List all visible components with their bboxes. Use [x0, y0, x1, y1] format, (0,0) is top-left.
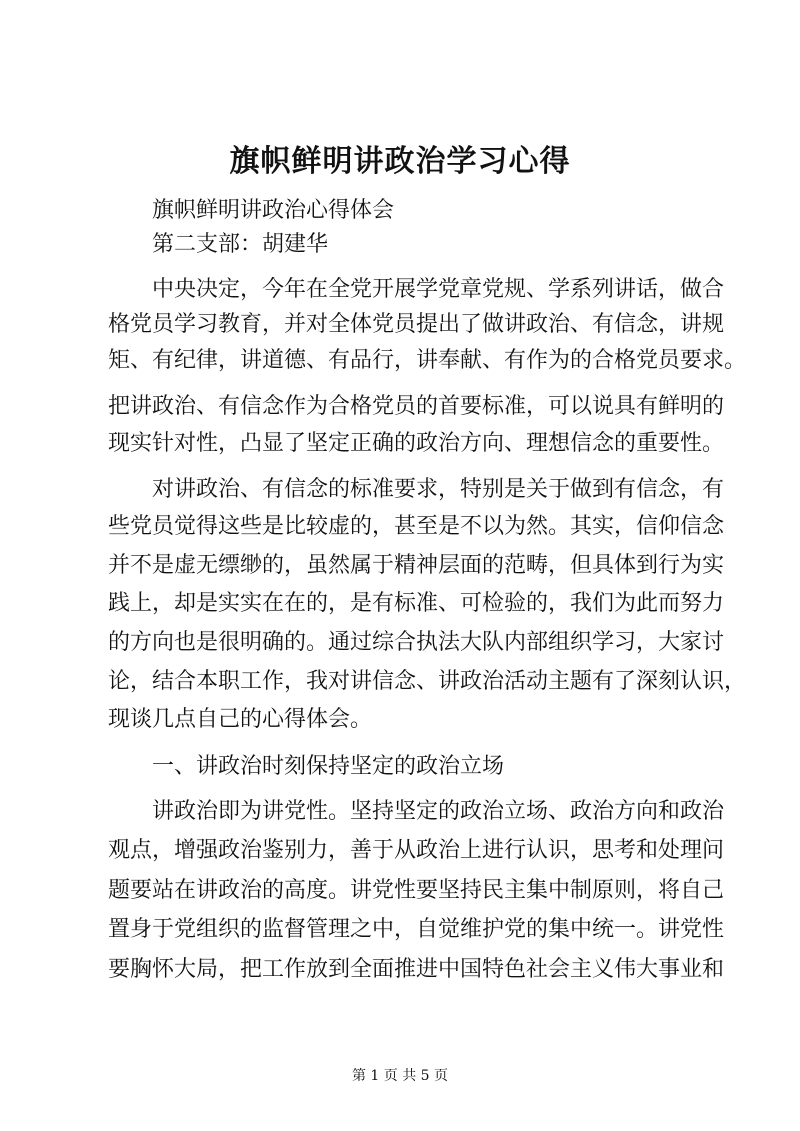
- paragraph-line: 些党员觉得这些是比较虚的，甚至是不以为然。其实，信仰信念: [108, 514, 725, 539]
- paragraph-line: 题要站在讲政治的高度。讲党性要坚持民主集中制原则，将自己: [108, 878, 725, 903]
- paragraph-line: 中央决定，今年在全党开展学党章党规、学系列讲话，做合: [152, 277, 725, 302]
- subtitle-line: 旗帜鲜明讲政治心得体会: [152, 198, 395, 223]
- page-footer: 第 1 页 共 5 页: [351, 1068, 449, 1084]
- paragraph-line: 要胸怀大局，把工作放到全面推进中国特色社会主义伟大事业和: [108, 957, 725, 982]
- paragraph-line: 矩、有纪律，讲道德、有品行，讲奉献、有作为的合格党员要求。: [108, 348, 747, 373]
- paragraph-line: 对讲政治、有信念的标准要求，特别是关于做到有信念，有: [152, 477, 725, 502]
- paragraph-line: 观点，增强政治鉴别力，善于从政治上进行认识，思考和处理问: [108, 838, 725, 863]
- paragraph-line: 践上，却是实实在在的，是有标准、可检验的，我们为此而努力: [108, 591, 725, 616]
- document-title: 旗帜鲜明讲政治学习心得: [229, 144, 571, 179]
- section-heading: 一、讲政治时刻保持坚定的政治立场: [152, 754, 505, 779]
- paragraph-line: 并不是虚无缥缈的，虽然属于精神层面的范畴，但具体到行为实: [108, 553, 725, 578]
- paragraph-line: 置身于党组织的监督管理之中，自觉维护党的集中统一。讲党性: [108, 917, 725, 942]
- paragraph-line: 现实针对性，凸显了坚定正确的政治方向、理想信念的重要性。: [108, 431, 725, 456]
- paragraph-line: 论，结合本职工作，我对讲信念、讲政治活动主题有了深刻认识，: [108, 669, 747, 694]
- author-line: 第二支部：胡建华: [152, 232, 329, 257]
- paragraph-line: 格党员学习教育，并对全体党员提出了做讲政治、有信念，讲规: [108, 312, 725, 337]
- paragraph-line: 讲政治即为讲党性。坚持坚定的政治立场、政治方向和政治: [152, 799, 725, 824]
- paragraph-line: 的方向也是很明确的。通过综合执法大队内部组织学习，大家讨: [108, 630, 725, 655]
- paragraph-line: 把讲政治、有信念作为合格党员的首要标准，可以说具有鲜明的: [108, 394, 725, 419]
- paragraph-line: 现谈几点自己的心得体会。: [108, 707, 373, 732]
